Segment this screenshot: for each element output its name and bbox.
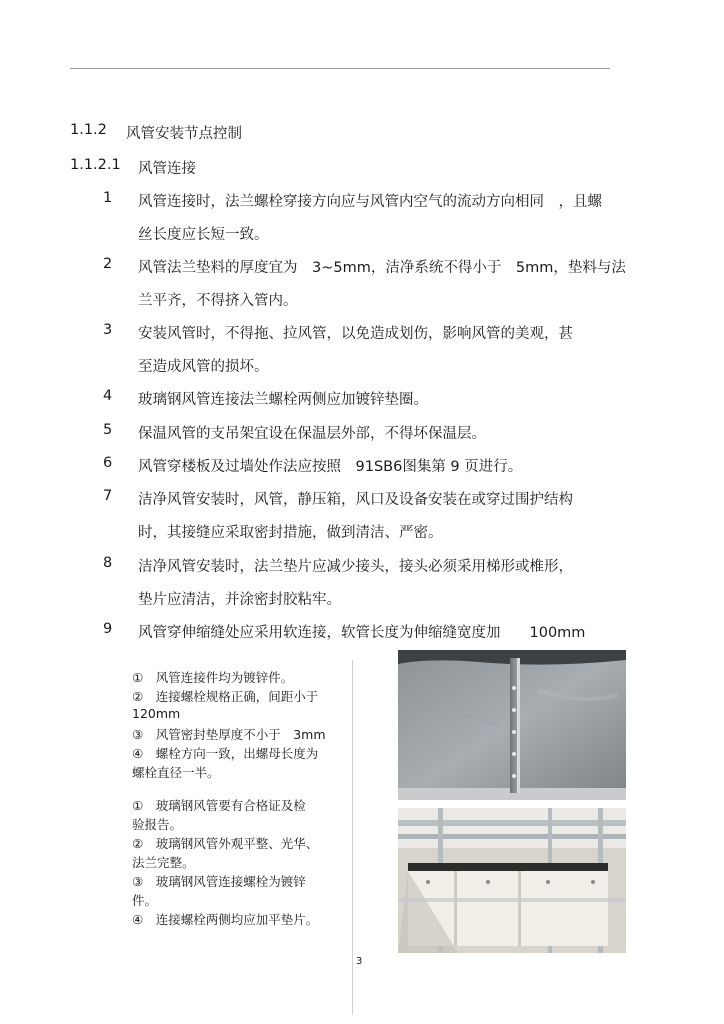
item-number: 6 — [103, 455, 113, 471]
note-line: ③ 玻璃钢风管连接螺栓为镀锌 — [132, 874, 306, 889]
note-line: 验报告。 — [132, 817, 183, 832]
note-line: ③ 风管密封垫厚度不小于 3mm — [132, 727, 326, 742]
item-text-line: 丝长度应长短一致。 — [138, 227, 269, 243]
duct-joint-photo — [398, 650, 626, 800]
item-number: 3 — [103, 322, 113, 338]
subsection-title: 风管连接 — [138, 161, 196, 177]
section-title: 风管安装节点控制 — [126, 126, 242, 142]
item-number: 4 — [103, 388, 113, 404]
item-number: 5 — [103, 422, 113, 438]
item-text-line: 垫片应清洁，并涂密封胶粘牢。 — [138, 592, 341, 608]
item-number: 9 — [103, 621, 113, 637]
item-text-line: 洁净风管安装时，法兰垫片应减少接头，接头必须采用梯形或椎形， — [138, 559, 573, 575]
item-number: 8 — [103, 555, 113, 571]
note-line: ④ 连接螺栓两侧均应加平垫片。 — [132, 912, 319, 927]
note-line: 螺栓直径一半。 — [132, 765, 220, 780]
note-line: 件。 — [132, 893, 158, 908]
note-line: ① 风管连接件均为镀锌件。 — [132, 670, 294, 685]
fiberglass-duct-photo — [398, 808, 626, 953]
item-text-line: 风管法兰垫料的厚度宜为 3~5mm，洁净系统不得小于 5mm，垫料与法 — [138, 260, 626, 276]
note-line: 120mm — [132, 706, 181, 721]
section-number: 1.1.2 — [70, 122, 107, 138]
item-text-line: 玻璃钢风管连接法兰螺栓两侧应加镀锌垫圈。 — [138, 392, 428, 408]
note-line: 法兰完整。 — [132, 855, 195, 870]
page-number: 3 — [356, 956, 363, 967]
item-number: 7 — [103, 488, 113, 504]
item-text-line: 保温风管的支吊架宜设在保温层外部，不得坏保温层。 — [138, 426, 486, 442]
item-text-line: 安装风管时，不得拖、拉风管，以免造成划伤，影响风管的美观，甚 — [138, 326, 573, 342]
item-text-line: 洁净风管安装时，风管，静压箱，风口及设备安装在或穿过围护结构 — [138, 492, 573, 508]
item-text-line: 风管穿伸缩缝处应采用软连接，软管长度为伸缩缝宽度加 100mm — [138, 625, 586, 641]
subsection-number: 1.1.2.1 — [70, 157, 121, 173]
note-line: ① 玻璃钢风管要有合格证及检 — [132, 798, 306, 813]
note-line: ④ 螺栓方向一致，出螺母长度为 — [132, 746, 319, 761]
item-text-line: 至造成风管的损坏。 — [138, 359, 269, 375]
item-text-line: 时，其接缝应采取密封措施，做到清洁、严密。 — [138, 525, 443, 541]
note-line: ② 玻璃钢风管外观平整、光华、 — [132, 836, 319, 851]
item-text-line: 兰平齐，不得挤入管内。 — [138, 293, 298, 309]
item-text-line: 风管连接时，法兰螺栓穿接方向应与风管内空气的流动方向相同 ，且螺 — [138, 194, 602, 210]
item-number: 1 — [103, 190, 113, 206]
item-number: 2 — [103, 256, 113, 272]
note-line: ② 连接螺栓规格正确，间距小于 — [132, 689, 319, 704]
item-text-line: 风管穿楼板及过墙处作法应按照 91SB6图集第 9 页进行。 — [138, 459, 523, 475]
header-rule — [70, 68, 610, 69]
column-divider — [352, 660, 353, 1015]
